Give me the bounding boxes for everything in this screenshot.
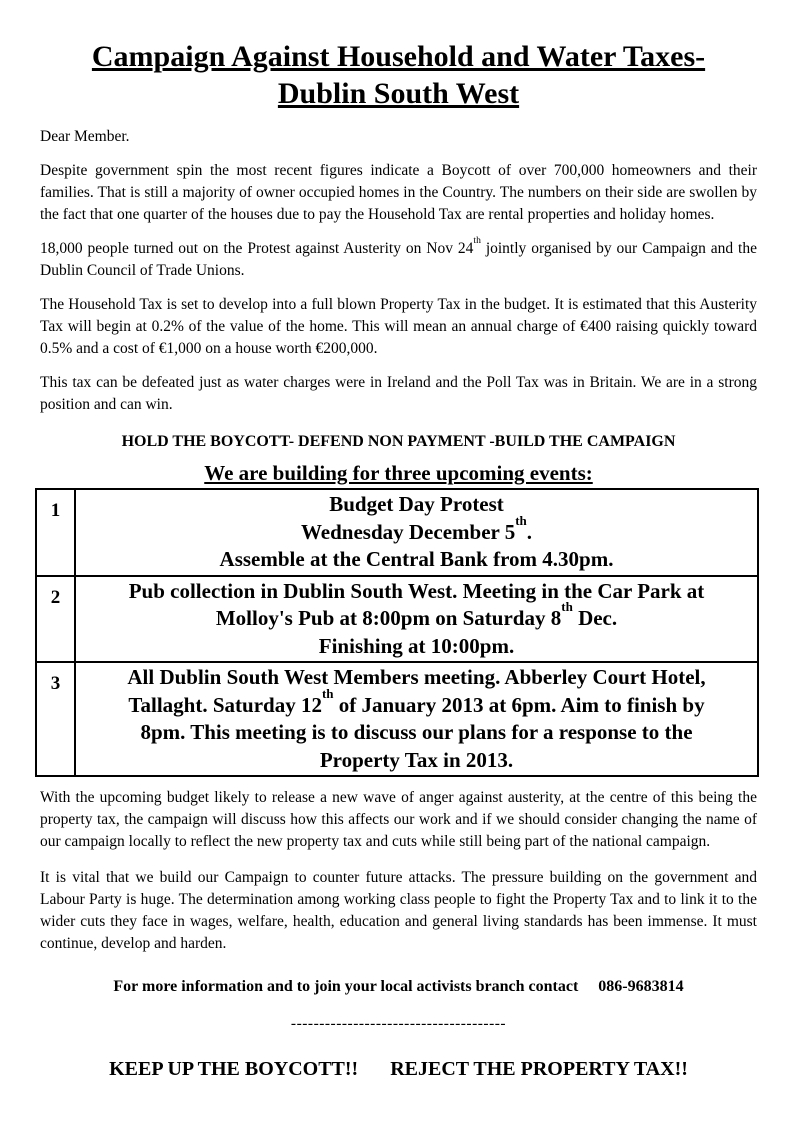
event-line	[80, 664, 753, 692]
paragraph-tax-defeated	[40, 372, 757, 416]
event-line	[80, 546, 753, 574]
text-segment: This tax can be defeated just as water charges were in Ireland and the Poll Tax was in Britain. We are in a strong position and can win.	[40, 374, 757, 413]
text-segment: jointly organised by our Campaign and the Dublin Council of Trade Unions.	[40, 240, 757, 279]
text-segment: Finishing at 10:00pm.	[318, 633, 515, 658]
text-segment: The Household Tax is set to develop into a full blown Property Tax in the budget. It is estimated that this Austerity Tax will begin at 0.2% of the value of the home. This will mean an annual charge of €400 raising quickly toward 0.5% and a cost of €1,000 on a house worth €200,000.	[40, 296, 757, 357]
event-line	[80, 747, 753, 775]
event-row-3	[36, 662, 758, 776]
event-details-1	[75, 489, 758, 576]
ordinal-superscript: th	[473, 234, 481, 246]
event-details-3	[75, 662, 758, 776]
text-segment: 8pm. This meeting is to discuss our plans for a response to the	[140, 720, 693, 744]
event-line	[80, 633, 753, 661]
text-segment: Molloy's Pub at 8:00pm on Saturday 8	[215, 606, 562, 630]
events-table	[35, 488, 759, 777]
paragraph-property-tax	[40, 294, 757, 360]
text-segment: Dec.	[572, 606, 618, 630]
text-segment: It is vital that we build our Campaign to counter future attacks. The pressure building on the government and Labour Party is huge. The determination among working class people to fight the Property Tax and to link it to the wider cuts they face in wages, welfare, health, education and general living standards has been immense. It must continue, develop and harden.	[40, 869, 757, 952]
event-line	[80, 578, 753, 606]
contact-label: For more information and to join your local activists branch contact	[113, 978, 579, 995]
event-line	[80, 685, 753, 720]
text-segment: Wednesday December 5	[300, 519, 516, 544]
event-line	[80, 512, 753, 547]
event-details-2	[75, 576, 758, 663]
paragraph-build-campaign	[40, 867, 757, 955]
footer-slogan-boycott: KEEP UP THE BOYCOTT!!	[109, 1058, 359, 1080]
text-segment: Budget Day Protest	[329, 492, 504, 516]
ordinal-superscript: th	[321, 685, 334, 701]
title-line-2: Dublin South West	[277, 77, 520, 110]
text-segment: Despite government spin the most recent figures indicate a Boycott of over 700,000 homeowners and their families. That is still a majority of owner occupied homes in the Country. The numbers on their side are swollen by the fact that one quarter of the houses due to pay the Household Tax are rental properties and holiday homes.	[40, 162, 757, 223]
text-segment: Assemble at the Central Bank from 4.30pm.	[219, 547, 614, 571]
events-heading	[40, 460, 757, 486]
dashed-separator: --------------------------------------	[290, 1015, 507, 1032]
text-segment: With the upcoming budget likely to release a new wave of anger against austerity, at the centre of this being the property tax, the campaign will discuss how this affects our work and if we should consider changing the name of our campaign locally to reflect the new property tax and cuts while still being part of the national campaign.	[40, 789, 757, 850]
paragraph-budget-anger	[40, 787, 757, 853]
text-segment: .	[526, 519, 533, 544]
event-number-3: 3	[36, 662, 75, 776]
contact-line	[40, 976, 757, 998]
event-row-1	[36, 489, 758, 576]
paragraph-boycott-figures	[40, 160, 757, 226]
footer-slogans	[40, 1056, 757, 1082]
slogan-line: HOLD THE BOYCOTT- DEFEND NON PAYMENT -BUILD THE CAMPAIGN	[121, 433, 676, 450]
text-segment: Tallaght. Saturday 12	[128, 692, 322, 717]
events-heading-text: We are building for three upcoming events:	[204, 461, 593, 485]
text-segment: of January 2013 at 6pm. Aim to finish by	[333, 692, 705, 717]
text-segment: 18,000 people turned out on the Protest against Austerity on Nov 24	[40, 240, 474, 257]
document-title	[40, 38, 757, 112]
event-line	[80, 719, 753, 747]
greeting: Dear Member.	[40, 128, 130, 145]
ordinal-superscript: th	[515, 512, 527, 528]
text-segment: All Dublin South West Members meeting. Abberley Court Hotel,	[127, 665, 706, 689]
text-segment: Property Tax in 2013.	[319, 747, 514, 772]
event-row-2	[36, 576, 758, 663]
footer-slogan-reject: REJECT THE PROPERTY TAX!!	[390, 1058, 688, 1080]
paragraph-protest-turnout	[40, 234, 757, 282]
event-number-1: 1	[36, 489, 75, 576]
event-number-2: 2	[36, 576, 75, 663]
title-line-1: Campaign Against Household and Water Taxes-	[91, 40, 706, 73]
contact-phone: 086-9683814	[598, 978, 684, 995]
event-line	[80, 599, 753, 633]
event-line	[80, 491, 753, 519]
ordinal-superscript: th	[561, 599, 573, 615]
text-segment: Pub collection in Dublin South West. Meeting in the Car Park at	[128, 578, 705, 603]
